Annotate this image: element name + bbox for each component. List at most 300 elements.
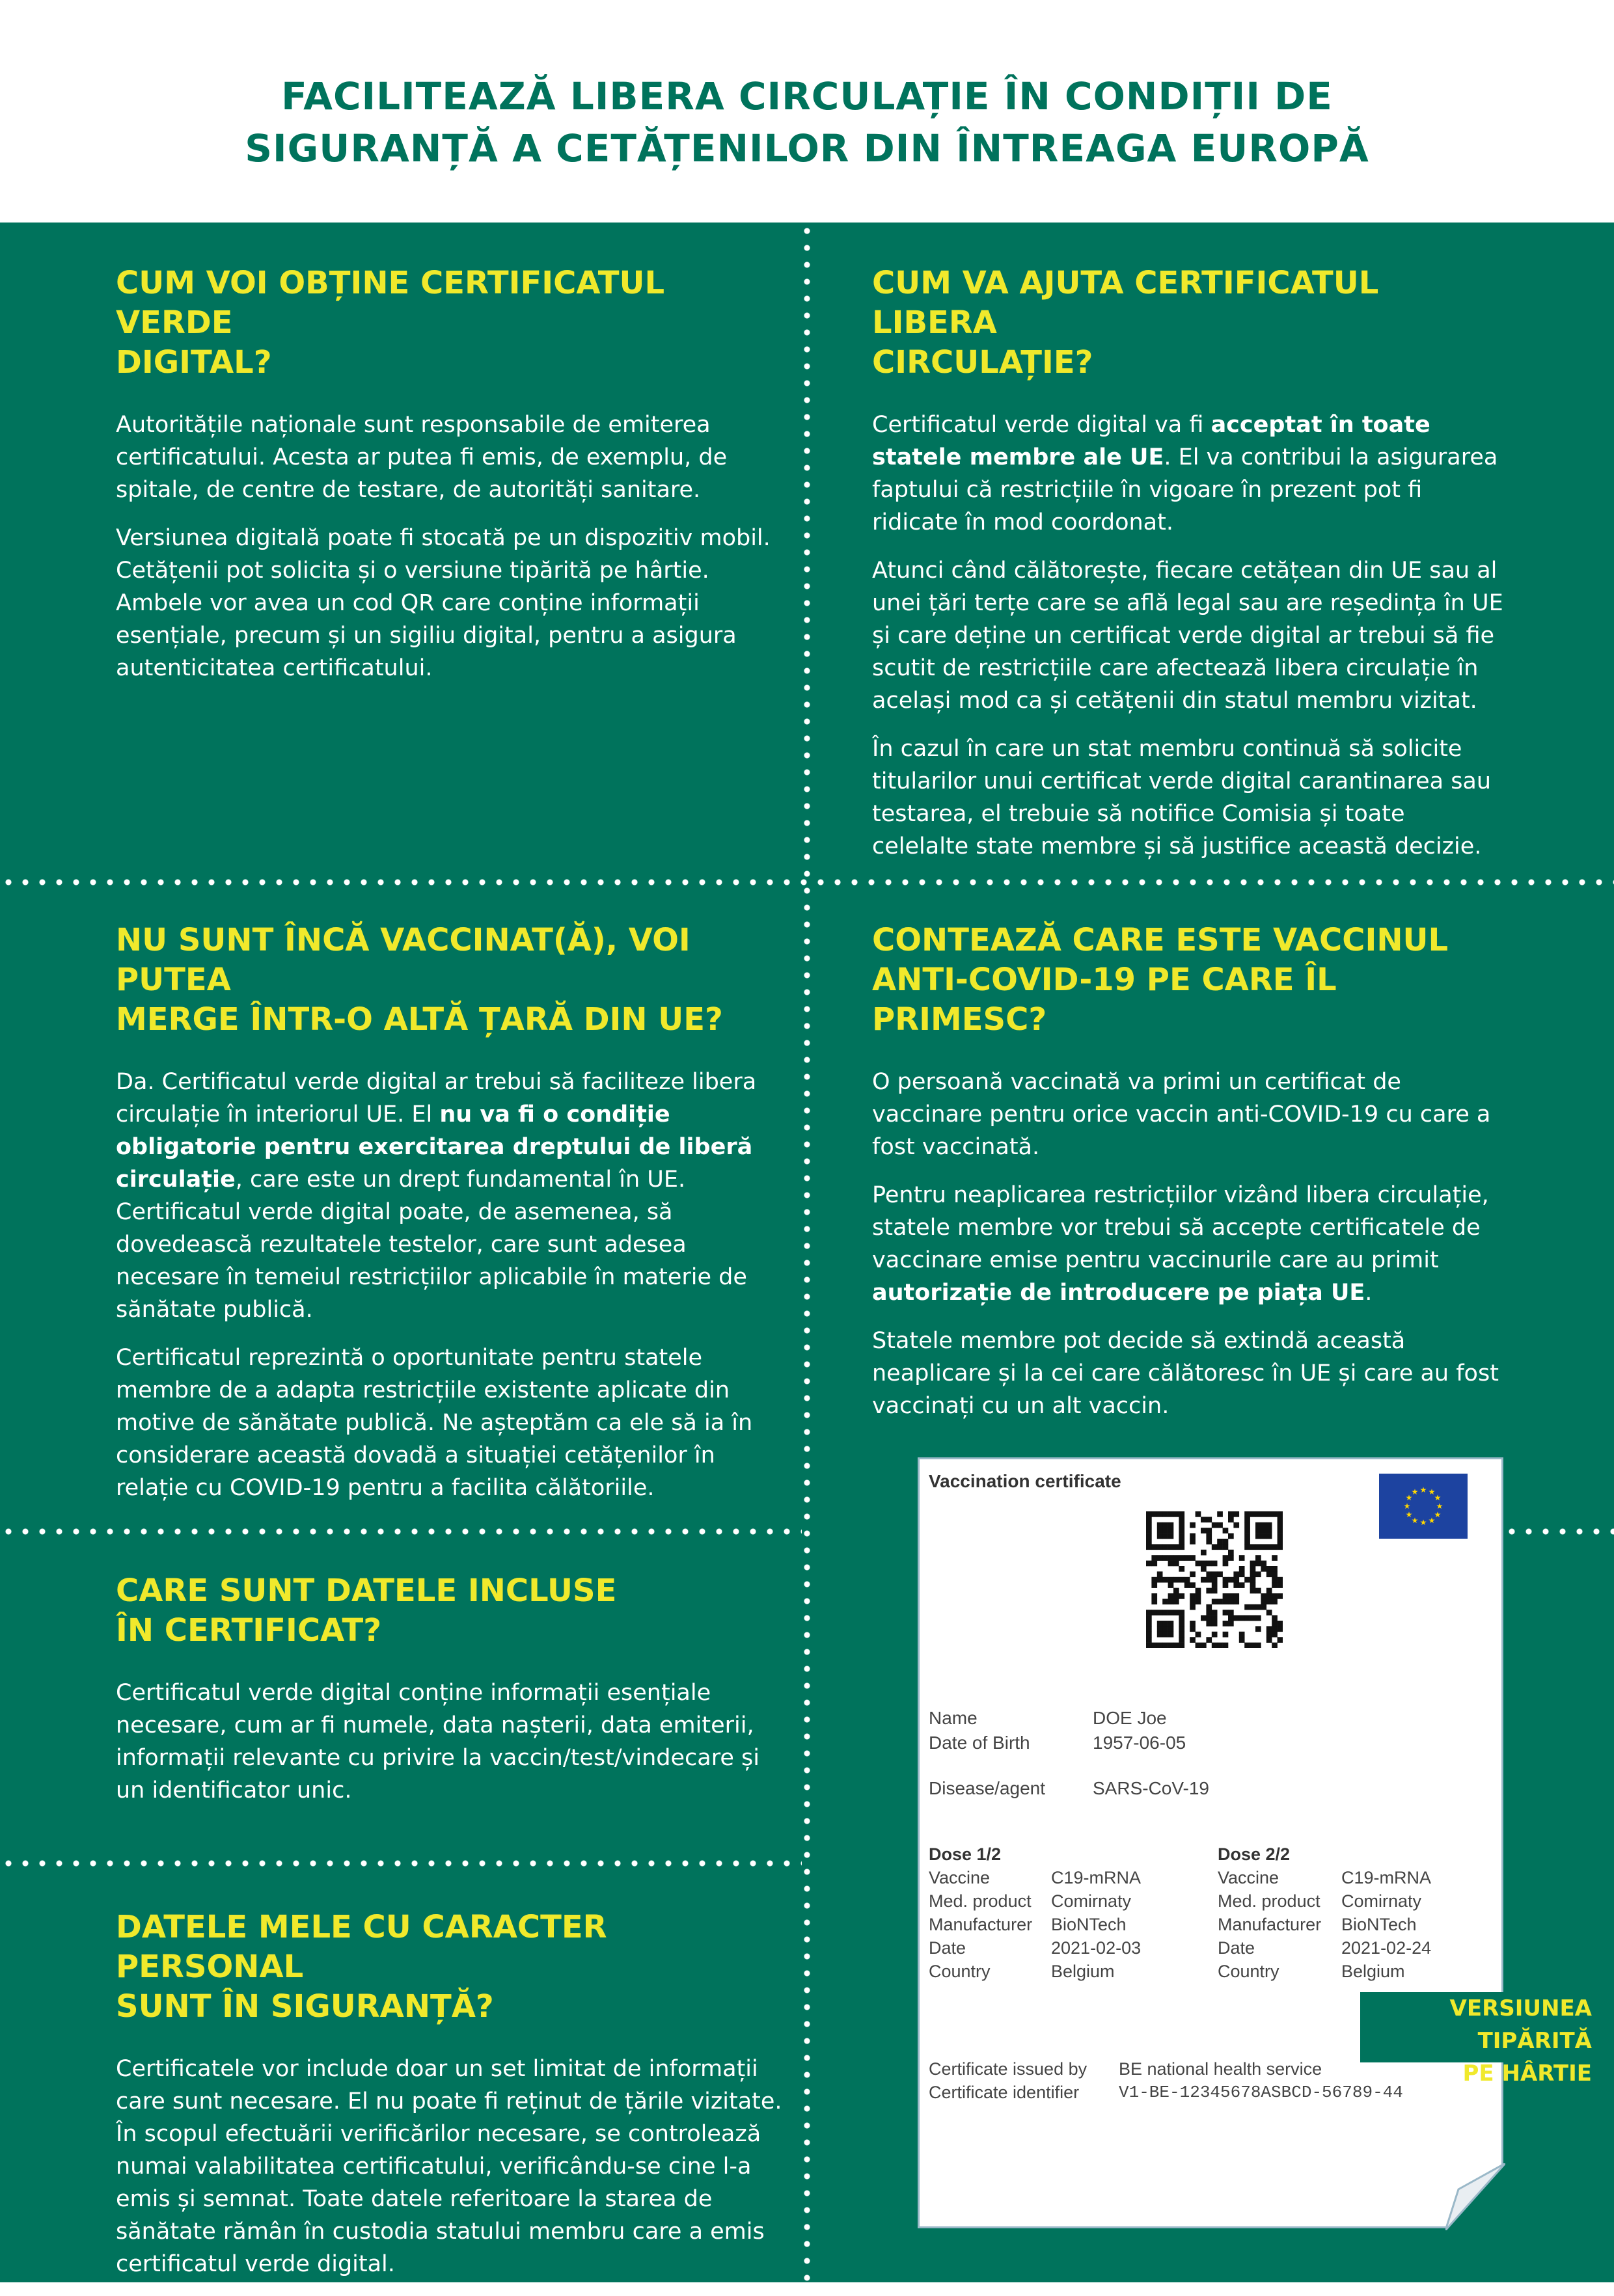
qr-module (1250, 1604, 1256, 1610)
qr-module (1173, 1577, 1179, 1583)
qr-module (1173, 1588, 1179, 1594)
eu-stars (1379, 1474, 1468, 1539)
qr-module (1266, 1626, 1272, 1632)
qr-module (1151, 1593, 1157, 1599)
qr-module (1278, 1626, 1283, 1632)
qr-module (1255, 1528, 1261, 1533)
qr-module (1223, 1544, 1229, 1550)
qr-module (1244, 1615, 1250, 1621)
qr-module (1190, 1599, 1196, 1604)
qr-module (1190, 1522, 1196, 1528)
qr-module (1206, 1637, 1212, 1643)
section-title-line: DATELE MELE CU CARACTER PERSONAL (116, 1909, 607, 1985)
qr-module (1261, 1593, 1266, 1599)
qr-module (1223, 1643, 1229, 1648)
printed-version-label (1360, 1992, 1600, 2087)
qr-module (1173, 1544, 1179, 1550)
qr-module (1190, 1533, 1196, 1539)
qr-module (1228, 1555, 1234, 1561)
dose-label: Med. product (929, 1891, 1032, 1911)
qr-module (1255, 1571, 1261, 1577)
qr-module (1157, 1555, 1163, 1561)
vertical-divider (802, 223, 812, 2282)
qr-module (1168, 1626, 1174, 1632)
qr-module (1146, 1522, 1152, 1528)
qr-module (1146, 1528, 1152, 1533)
qr-module (1212, 1599, 1218, 1604)
qr-module (1168, 1599, 1174, 1604)
qr-module (1228, 1533, 1234, 1539)
section-title-line: CIRCULAȚIE? (872, 344, 1093, 381)
qr-module (1239, 1566, 1245, 1572)
dose-label: Country (929, 1962, 991, 1981)
qr-module (1206, 1517, 1212, 1522)
qr-module (1168, 1632, 1174, 1638)
qr-module (1223, 1593, 1229, 1599)
qr-module (1151, 1511, 1157, 1517)
qr-module (1146, 1511, 1152, 1517)
qr-module (1239, 1615, 1245, 1621)
qr-module (1151, 1643, 1157, 1648)
page-title-line-2: SIGURANȚĂ A CETĂȚENILOR DIN ÎNTREAGA EUROPĂ (245, 126, 1369, 170)
svg-text:★: ★ (1411, 1487, 1419, 1496)
qr-module (1212, 1632, 1218, 1638)
qr-module (1179, 1544, 1184, 1550)
qr-module (1212, 1577, 1218, 1583)
qr-module (1244, 1511, 1250, 1517)
qr-module (1233, 1582, 1239, 1588)
qr-module (1278, 1517, 1283, 1522)
qr-module (1244, 1522, 1250, 1528)
qr-module (1196, 1511, 1201, 1517)
qr-module (1239, 1582, 1245, 1588)
qr-module (1157, 1522, 1163, 1528)
text-run: Pentru neaplicarea restricțiilor vizând libera circulație, statele membre vor trebui să accepte certificatele de vaccinare emise pentru vaccinurile care au primit (872, 1182, 1489, 1273)
qr-module (1173, 1511, 1179, 1517)
qr-module (1212, 1615, 1218, 1621)
paragraph (116, 1066, 786, 1326)
qr-module (1184, 1555, 1190, 1561)
qr-module (1223, 1561, 1229, 1567)
qr-module (1223, 1577, 1229, 1583)
qr-module (1212, 1588, 1218, 1594)
paragraph (872, 409, 1503, 539)
qr-module (1244, 1528, 1250, 1533)
qr-module (1206, 1588, 1212, 1594)
dose-value: BioNTech (1341, 1915, 1417, 1934)
qr-module (1266, 1566, 1272, 1572)
paragraph: Atunci când călătorește, fiecare cetățean din UE sau al unei țări terțe care se află legal sau are reședința în UE și care deține un certificat verde digital ar trebui să fie scutit de restricțiile care afectează libera circulație în același mod ca și cetățenii din statul membru vizitat. (872, 558, 1503, 714)
qr-module (1223, 1599, 1229, 1604)
qr-module (1250, 1511, 1256, 1517)
dose-label: Date (929, 1938, 966, 1958)
qr-module (1212, 1610, 1218, 1615)
horizontal-divider-4 (0, 1858, 802, 1869)
qr-module (1250, 1571, 1256, 1577)
qr-module (1146, 1615, 1152, 1621)
qr-module (1157, 1632, 1163, 1638)
qr-module (1223, 1632, 1229, 1638)
qr-module (1190, 1626, 1196, 1632)
qr-module (1196, 1599, 1201, 1604)
section-title-line: CARE SUNT DATELE INCLUSE (116, 1573, 617, 1609)
qr-module (1228, 1593, 1234, 1599)
qr-module (1261, 1528, 1266, 1533)
qr-module (1255, 1561, 1261, 1567)
qr-module (1278, 1621, 1283, 1627)
qr-module (1261, 1566, 1266, 1572)
qr-module (1228, 1577, 1234, 1583)
qr-module (1146, 1610, 1152, 1615)
svg-text:★: ★ (1419, 1485, 1427, 1494)
qr-module (1266, 1533, 1272, 1539)
qr-module (1157, 1544, 1163, 1550)
qr-module (1212, 1643, 1218, 1648)
dose-value: C19-mRNA (1051, 1868, 1142, 1887)
section-title (116, 1908, 786, 2027)
qr-module (1255, 1604, 1261, 1610)
qr-module (1278, 1544, 1283, 1550)
qr-module (1261, 1544, 1266, 1550)
dose-value: Comirnaty (1051, 1891, 1132, 1911)
text-run: Da. Certificatul verde digital ar trebui să faciliteze libera circulație în interiorul UE. El (116, 1069, 757, 1128)
qr-module (1151, 1577, 1157, 1583)
qr-module (1233, 1571, 1239, 1577)
qr-module (1146, 1561, 1152, 1567)
dose-2-heading: Dose 2/2 (1218, 1844, 1291, 1864)
qr-module (1173, 1599, 1179, 1604)
bold-text: nu va fi o condiție obligatorie pentru exercitarea dreptului de liberă circulație (116, 1101, 753, 1193)
qr-module (1157, 1571, 1163, 1577)
dose-label: Vaccine (1218, 1868, 1279, 1887)
qr-module (1162, 1610, 1168, 1615)
qr-module (1250, 1588, 1256, 1594)
qr-module (1278, 1533, 1283, 1539)
printed-version-line-2: PE HÂRTIE (1462, 2060, 1592, 2087)
text-run: Certificatul verde digital va fi (872, 412, 1211, 438)
section-personal-data (116, 1908, 786, 2296)
horizontal-divider-3 (1503, 1526, 1614, 1537)
qr-module (1184, 1577, 1190, 1583)
qr-module (1168, 1522, 1174, 1528)
qr-module (1146, 1621, 1152, 1627)
qr-module (1217, 1643, 1223, 1648)
qr-module (1196, 1588, 1201, 1594)
qr-module (1157, 1626, 1163, 1632)
qr-module (1233, 1615, 1239, 1621)
qr-module (1190, 1621, 1196, 1627)
qr-module (1266, 1544, 1272, 1550)
qr-module (1212, 1571, 1218, 1577)
qr-module (1196, 1643, 1201, 1648)
qr-module (1168, 1544, 1174, 1550)
qr-module (1157, 1533, 1163, 1539)
qr-module (1190, 1604, 1196, 1610)
issued-by-value: BE national health service (1119, 2059, 1322, 2079)
qr-module (1179, 1533, 1184, 1539)
qr-module (1173, 1643, 1179, 1648)
dose-value: Comirnaty (1341, 1891, 1422, 1911)
qr-module (1190, 1539, 1196, 1545)
qr-module (1278, 1582, 1283, 1588)
qr-module (1255, 1533, 1261, 1539)
paragraph: Autoritățile naționale sunt responsabile de emiterea certificatului. Acesta ar putea fi emis, de exemplu, de spitale, de centre de testare, de autorități sanitare. (116, 412, 728, 503)
qr-module (1206, 1533, 1212, 1539)
qr-module (1201, 1550, 1207, 1556)
qr-module (1212, 1561, 1218, 1567)
qr-module (1157, 1528, 1163, 1533)
section-title-line: MERGE ÎNTR-O ALTĂ ȚARĂ DIN UE? (116, 1001, 723, 1038)
section-title-line: ANTI-COVID-19 PE CARE ÎL PRIMESC? (872, 962, 1337, 1038)
qr-module (1223, 1621, 1229, 1627)
qr-module (1162, 1621, 1168, 1627)
qr-module (1157, 1610, 1163, 1615)
qr-module (1162, 1643, 1168, 1648)
qr-module (1255, 1555, 1261, 1561)
text-run: , care este un drept fundamental în UE. Certificatul verde digital poate, de asemenea, să dovedească rezultatele testelor, care sunt adesea necesare în temeiul restricțiilor aplicabile în materie de sănătate publică. (116, 1167, 747, 1323)
text-run: . El va contribui la asigurarea faptului că restricțiile în vigoare în prezent pot fi ridicate în mod coordonat. (872, 444, 1498, 535)
qr-module (1179, 1621, 1184, 1627)
qr-module (1272, 1621, 1278, 1627)
text-run: . (1365, 1280, 1373, 1306)
svg-text:★: ★ (1419, 1518, 1427, 1527)
qr-module (1233, 1599, 1239, 1604)
qr-module (1162, 1544, 1168, 1550)
qr-module (1201, 1528, 1207, 1533)
section-title-line: CUM VOI OBȚINE CERTIFICATUL VERDE (116, 265, 665, 341)
qr-module (1244, 1643, 1250, 1648)
qr-module (1190, 1555, 1196, 1561)
bold-text: acceptat în toate statele membre ale UE (872, 412, 1430, 470)
qr-module (1168, 1533, 1174, 1539)
qr-module (1146, 1517, 1152, 1522)
qr-module (1266, 1571, 1272, 1577)
vaccination-certificate-sample (918, 1457, 1503, 2228)
qr-module (1250, 1615, 1256, 1621)
bold-text: autorizație de introducere pe piața UE (872, 1280, 1365, 1306)
qr-module (1168, 1582, 1174, 1588)
qr-module (1196, 1632, 1201, 1638)
qr-module (1168, 1555, 1174, 1561)
qr-module (1157, 1643, 1163, 1648)
dob-label: Date of Birth (929, 1733, 1030, 1753)
qr-module (1255, 1626, 1261, 1632)
dose-value: Belgium (1341, 1962, 1405, 1981)
section-obtain-certificate (116, 263, 786, 700)
qr-module (1244, 1544, 1250, 1550)
paragraph: În cazul în care un stat membru continuă să solicite titularilor unui certificat verde digital carantinarea sau testarea, el trebuie să notifice Comisia și toate celelalte state membre și să justifice această decizie. (872, 736, 1492, 859)
qr-module (1168, 1528, 1174, 1533)
qr-module (1244, 1604, 1250, 1610)
qr-module (1151, 1544, 1157, 1550)
section-vaccine-matters (872, 921, 1516, 1438)
qr-module (1266, 1599, 1272, 1604)
qr-module (1255, 1643, 1261, 1648)
qr-module (1272, 1582, 1278, 1588)
section-title (116, 921, 786, 1040)
qr-module (1184, 1582, 1190, 1588)
svg-text:★: ★ (1436, 1502, 1443, 1511)
qr-module (1228, 1517, 1234, 1522)
qr-module (1250, 1577, 1256, 1583)
qr-module (1190, 1593, 1196, 1599)
qr-module (1168, 1621, 1174, 1627)
qr-module (1162, 1599, 1168, 1604)
qr-module (1206, 1577, 1212, 1583)
dose-value: BioNTech (1051, 1915, 1127, 1934)
qr-module (1272, 1599, 1278, 1604)
qr-module (1217, 1522, 1223, 1528)
qr-module (1179, 1632, 1184, 1638)
dose-value: 2021-02-03 (1051, 1938, 1142, 1958)
qr-module (1272, 1571, 1278, 1577)
section-title (872, 263, 1503, 383)
qr-module (1146, 1533, 1152, 1539)
qr-module (1162, 1528, 1168, 1533)
qr-module (1190, 1637, 1196, 1643)
paragraph: Certificatul reprezintă o oportunitate pentru statele membre de a adapta restricțiile existente aplicate din motive de sănătate publică. Ne așteptăm ca ele să ia în considerare această dovadă a situației cetățenilor în relație cu COVID-19 pentru a facilita călătoriile. (116, 1345, 753, 1501)
qr-module (1173, 1610, 1179, 1615)
qr-module (1146, 1544, 1152, 1550)
dose-label: Date (1218, 1938, 1255, 1958)
qr-module (1179, 1539, 1184, 1545)
qr-module (1244, 1539, 1250, 1545)
qr-module (1272, 1544, 1278, 1550)
dose-label: Manufacturer (1218, 1915, 1322, 1934)
qr-module (1206, 1528, 1212, 1533)
svg-text:★: ★ (1411, 1516, 1419, 1525)
qr-module (1266, 1637, 1272, 1643)
qr-module (1217, 1539, 1223, 1545)
qr-module (1162, 1511, 1168, 1517)
qr-module (1179, 1626, 1184, 1632)
qr-module (1212, 1544, 1218, 1550)
section-title-line: SUNT ÎN SIGURANȚĂ? (116, 1988, 494, 2025)
svg-text:★: ★ (1428, 1487, 1436, 1496)
qr-module (1173, 1555, 1179, 1561)
qr-module (1250, 1582, 1256, 1588)
qr-module (1272, 1555, 1278, 1561)
paragraph: Statele membre pot decide să extindă această neaplicare și la cei care călătoresc în UE și care au fost vaccinați cu un alt vaccin. (872, 1328, 1499, 1419)
qr-module (1272, 1577, 1278, 1583)
qr-module (1228, 1511, 1234, 1517)
qr-module (1261, 1522, 1266, 1528)
page-title (156, 70, 1458, 174)
svg-text:★: ★ (1434, 1510, 1442, 1519)
qr-module (1223, 1582, 1229, 1588)
qr-module (1162, 1577, 1168, 1583)
qr-module (1146, 1643, 1152, 1648)
qr-module (1272, 1632, 1278, 1638)
qr-module (1250, 1544, 1256, 1550)
paragraph (872, 1179, 1516, 1309)
disease-label: Disease/agent (929, 1778, 1046, 1798)
qr-module (1151, 1561, 1157, 1567)
qr-module (1228, 1550, 1234, 1556)
section-title-line: ÎN CERTIFICAT? (116, 1612, 382, 1649)
qr-module (1179, 1577, 1184, 1583)
qr-module (1162, 1632, 1168, 1638)
qr-module (1162, 1522, 1168, 1528)
qr-module (1223, 1539, 1229, 1545)
qr-module (1168, 1511, 1174, 1517)
section-title-line: CONTEAZĂ CARE ESTE VACCINUL (872, 922, 1449, 958)
header (0, 0, 1614, 223)
qr-module (1228, 1599, 1234, 1604)
qr-module (1244, 1533, 1250, 1539)
qr-module (1217, 1571, 1223, 1577)
qr-module (1255, 1544, 1261, 1550)
qr-module (1179, 1511, 1184, 1517)
section-not-vaccinated (116, 921, 786, 1520)
identifier-value: V1-BE-12345678ASBCD-56789-44 (1119, 2083, 1403, 2102)
qr-module (1261, 1604, 1266, 1610)
name-value: DOE Joe (1093, 1708, 1167, 1728)
qr-module (1272, 1615, 1278, 1621)
qr-module (1201, 1577, 1207, 1583)
qr-module (1278, 1511, 1283, 1517)
qr-module (1266, 1522, 1272, 1528)
qr-module (1179, 1566, 1184, 1572)
qr-module (1278, 1528, 1283, 1533)
page-title-line-1: FACILITEAZĂ LIBERA CIRCULAȚIE ÎN CONDIȚII DE (281, 74, 1333, 118)
qr-module (1179, 1517, 1184, 1522)
qr-module (1212, 1621, 1218, 1627)
qr-module (1272, 1626, 1278, 1632)
disease-value: SARS-CoV-19 (1093, 1778, 1209, 1798)
dose-value: Belgium (1051, 1962, 1115, 1981)
qr-module (1255, 1511, 1261, 1517)
qr-module (1255, 1522, 1261, 1528)
qr-module (1244, 1577, 1250, 1583)
qr-module (1206, 1610, 1212, 1615)
identifier-label: Certificate identifier (929, 2083, 1080, 2102)
section-title-line: NU SUNT ÎNCĂ VACCINAT(Ă), VOI PUTEA (116, 922, 691, 998)
qr-module (1151, 1555, 1157, 1561)
qr-module (1162, 1533, 1168, 1539)
qr-module (1272, 1643, 1278, 1648)
paragraph: Certificatele vor include doar un set limitat de informații care sunt necesare. El nu poate fi reținut de țările vizitate. În scopul efectuării verificărilor necesare, se controlează numai valabilitatea certificatului, verificându-se cine l-a emis și semnat. Toate datele referitoare la starea de sănătate rămân în custodia statului membru care a emis certificatul verde digital. (116, 2056, 782, 2277)
qr-module (1196, 1593, 1201, 1599)
qr-module (1179, 1643, 1184, 1648)
qr-module (1157, 1621, 1163, 1627)
horizontal-divider-2 (0, 1526, 802, 1537)
section-title-line: CUM VA AJUTA CERTIFICATUL LIBERA (872, 265, 1379, 341)
qr-module (1223, 1555, 1229, 1561)
issued-by-label: Certificate issued by (929, 2059, 1087, 2079)
qr-module (1151, 1610, 1157, 1615)
qr-module (1206, 1539, 1212, 1545)
qr-module (1206, 1571, 1212, 1577)
qr-module (1190, 1582, 1196, 1588)
section-how-it-helps (872, 263, 1503, 878)
dose-value: 2021-02-24 (1341, 1938, 1432, 1958)
qr-module (1272, 1566, 1278, 1572)
qr-module (1201, 1615, 1207, 1621)
dose-label: Manufacturer (929, 1915, 1033, 1934)
qr-module (1278, 1637, 1283, 1643)
qr-module (1228, 1610, 1234, 1615)
svg-text:★: ★ (1405, 1510, 1413, 1519)
qr-module (1239, 1637, 1245, 1643)
qr-module (1179, 1528, 1184, 1533)
qr-module (1151, 1582, 1157, 1588)
qr-module (1266, 1511, 1272, 1517)
qr-module (1157, 1577, 1163, 1583)
eu-flag-icon (1379, 1474, 1468, 1539)
qr-module (1261, 1561, 1266, 1567)
qr-module (1278, 1539, 1283, 1545)
